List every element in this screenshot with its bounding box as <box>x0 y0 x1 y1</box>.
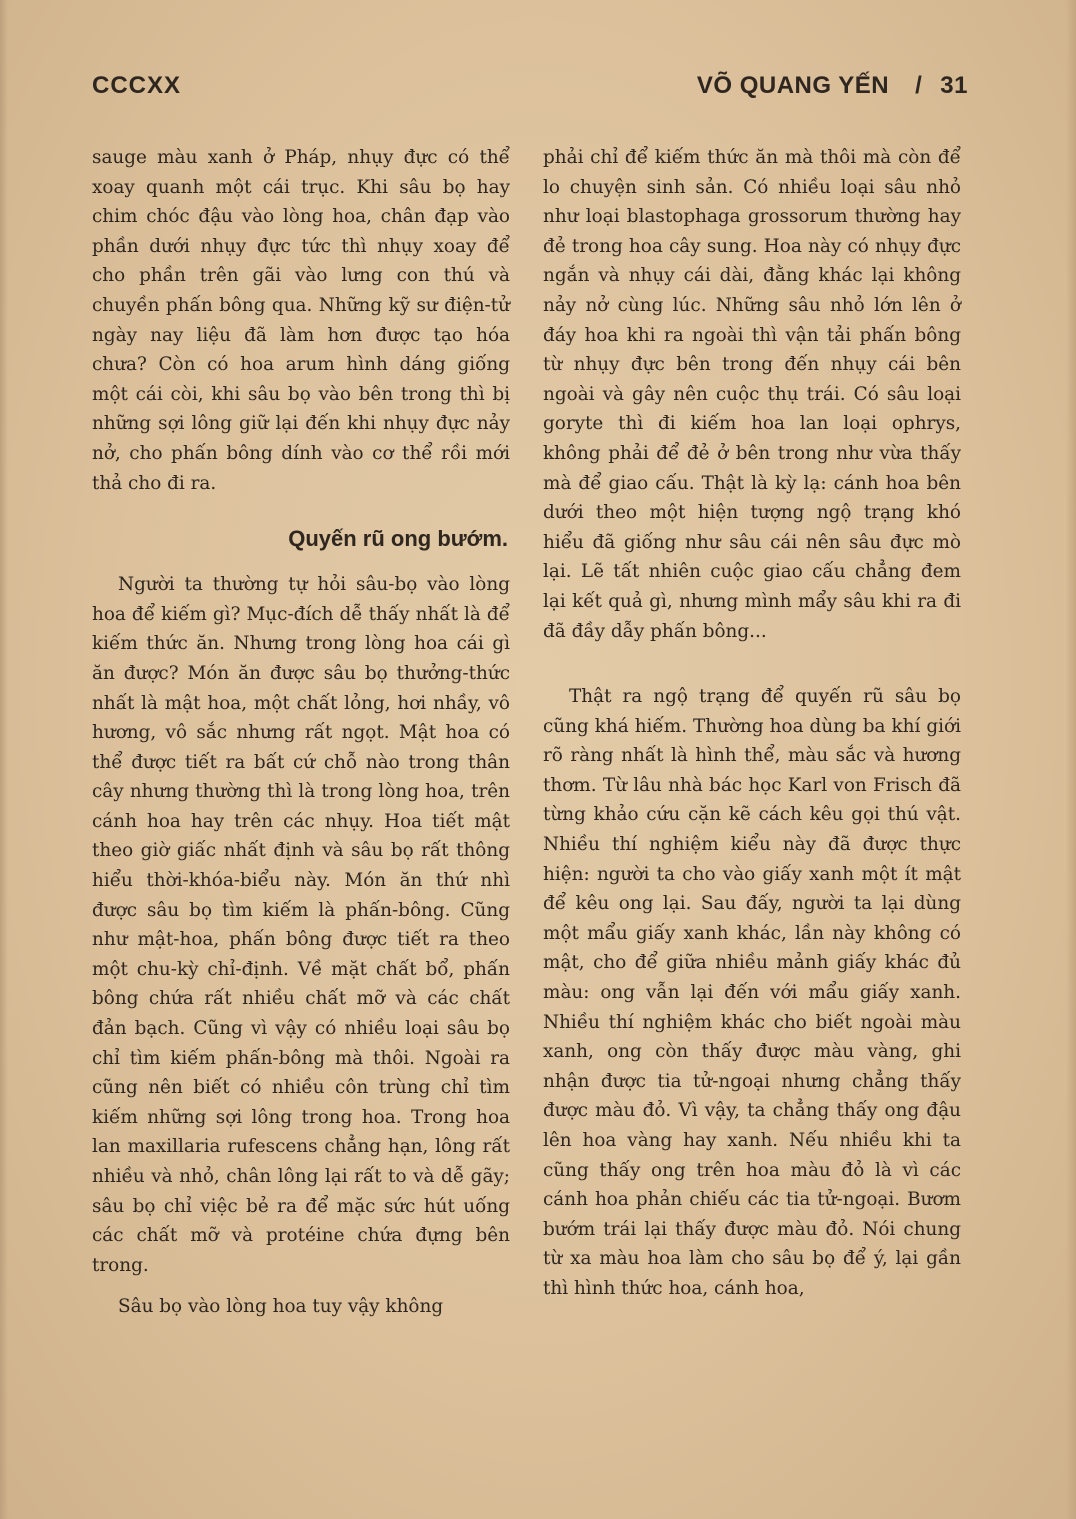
left-paragraph-1: sauge màu xanh ở Pháp, nhụy đực có thể xoay quanh một cái trục. Khi sâu bọ hay chim chóc đậu vào lòng hoa, chân đạp vào phần dưới nhụy đực tức thì nhụy xoay để cho phần trên gãi vào lưng con thú và chuyền phấn bông qua. Những kỹ sư điện-tử ngày nay liệu đã làm hơn được tạo hóa chưa? Còn có hoa arum hình dáng giống một cái còi, khi sâu bọ vào bên trong thì bị những sợi lông giữ lại đến khi nhụy đực nảy nở, cho phấn bông dính vào cơ thể rồi mới thả cho đi ra. <box>92 147 510 494</box>
right-column <box>543 143 961 1304</box>
header-separator: / <box>915 72 923 99</box>
page-edge-left <box>0 0 8 1519</box>
header-author: VÕ QUANG YẾN <box>696 72 890 99</box>
header-section-number: CCCXX <box>92 72 182 99</box>
left-column <box>92 143 510 1322</box>
left-paragraph-2: Người ta thường tự hỏi sâu-bọ vào lòng hoa để kiếm gì? Mục-đích dễ thấy nhất là để kiếm thức ăn. Nhưng trong lòng hoa cái gì ăn được? Món ăn được sâu bọ thưởng-thức nhất là mật hoa, một chất lỏng, hơi nhầy, vô hương, vô sắc nhưng rất ngọt. Mật hoa có thể được tiết ra bất cứ chỗ nào trong thân cây nhưng thường thì là trong lòng hoa, trên cánh hoa hay trên các nhụy. Hoa tiết mật theo giờ giấc nhất định và sâu bọ rất thông hiểu thời-khóa-biểu này. Món ăn thứ nhì được sâu bọ tìm kiếm là phấn-bông. Cũng như mật-hoa, phấn bông được tiết ra theo một chu-kỳ chỉ-định. Về mặt chất bổ, phấn bông chứa rất nhiều chất mỡ và các chất đản bạch. Cũng vì vậy có nhiều loại sâu bọ chỉ tìm kiếm phấn-bông mà thôi. Ngoài ra cũng nên biết có nhiều côn trùng chỉ tìm kiếm những sợi lông trong hoa. Trong hoa lan maxillaria rufescens chẳng hạn, lông rất nhiều và nhỏ, chân lông lại rất to và dễ gãy; sâu bọ chỉ việc bẻ ra để mặc sức hút uống các chất mỡ và protéine chứa đựng bên trong. <box>92 574 510 1276</box>
page-edge-right <box>1066 0 1076 1519</box>
right-paragraph-2: Thật ra ngộ trạng để quyến rũ sâu bọ cũng khá hiếm. Thường hoa dùng ba khí giới rõ ràng nhất là hình thể, màu sắc và hương thơm. Từ lâu nhà bác học Karl von Frisch đã từng khảo cứu cặn kẽ cách kêu gọi thú vật. Nhiều thí nghiệm kiểu này đã được thực hiện: người ta cho vào giấy xanh một ít mật để kêu ong lại. Sau đấy, người ta lại dùng một mẩu giấy xanh khác, lần này không có mật, cho để giữa nhiều mảnh giấy khác đủ màu: ong vẫn lại đến với mẩu giấy xanh. Nhiều thí nghiệm khác cho biết ngoài màu xanh, ong còn thấy được màu vàng, ghi nhận được tia tử-ngoại nhưng chẳng thấy được màu đỏ. Vì vậy, ta chẳng thấy ong đậu lên hoa vàng hay xanh. Nếu nhiều khi ta cũng thấy ong trên hoa màu đỏ là vì các cánh hoa phản chiếu các tia tử-ngoại. Bươm bướm trái lại thấy được màu đỏ. Nói chung từ xa màu hoa làm cho sâu bọ để ý, lại gần thì hình thức hoa, cánh hoa, <box>543 686 961 1299</box>
page-number: 31 <box>940 72 968 99</box>
running-header <box>697 72 968 100</box>
section-title: Quyến rũ ong bướm. <box>288 526 508 552</box>
right-paragraph-1: phải chỉ để kiếm thức ăn mà thôi mà còn để lo chuyện sinh sản. Có nhiều loại sâu nhỏ như loại blastophaga grossorum thường hay đẻ trong hoa cây sung. Hoa này có nhụy đực ngắn và nhụy cái dài, đằng khác lại không nảy nở cùng lúc. Những sâu nhỏ lớn lên ở đáy hoa khi ra ngoài thì vận tải phấn bông từ nhụy đực bên trong đến nhụy cái bên ngoài và gây nên cuộc thụ trái. Có sâu loại goryte thì đi kiếm hoa lan loại ophrys, không phải để đẻ ở bên trong như vừa thấy mà để giao cấu. Thật là kỳ lạ: cánh hoa bên dưới theo một hiện tượng ngộ trạng khó hiểu đã giống như sâu cái nên sâu đực mò lại. Lẽ tất nhiên cuộc giao cấu chẳng đem lại kết quả gì, nhưng mình mẩy sâu khi ra đi đã đầy dẫy phấn bông... <box>543 147 961 642</box>
left-paragraph-3: Sâu bọ vào lòng hoa tuy vậy không <box>118 1296 444 1318</box>
